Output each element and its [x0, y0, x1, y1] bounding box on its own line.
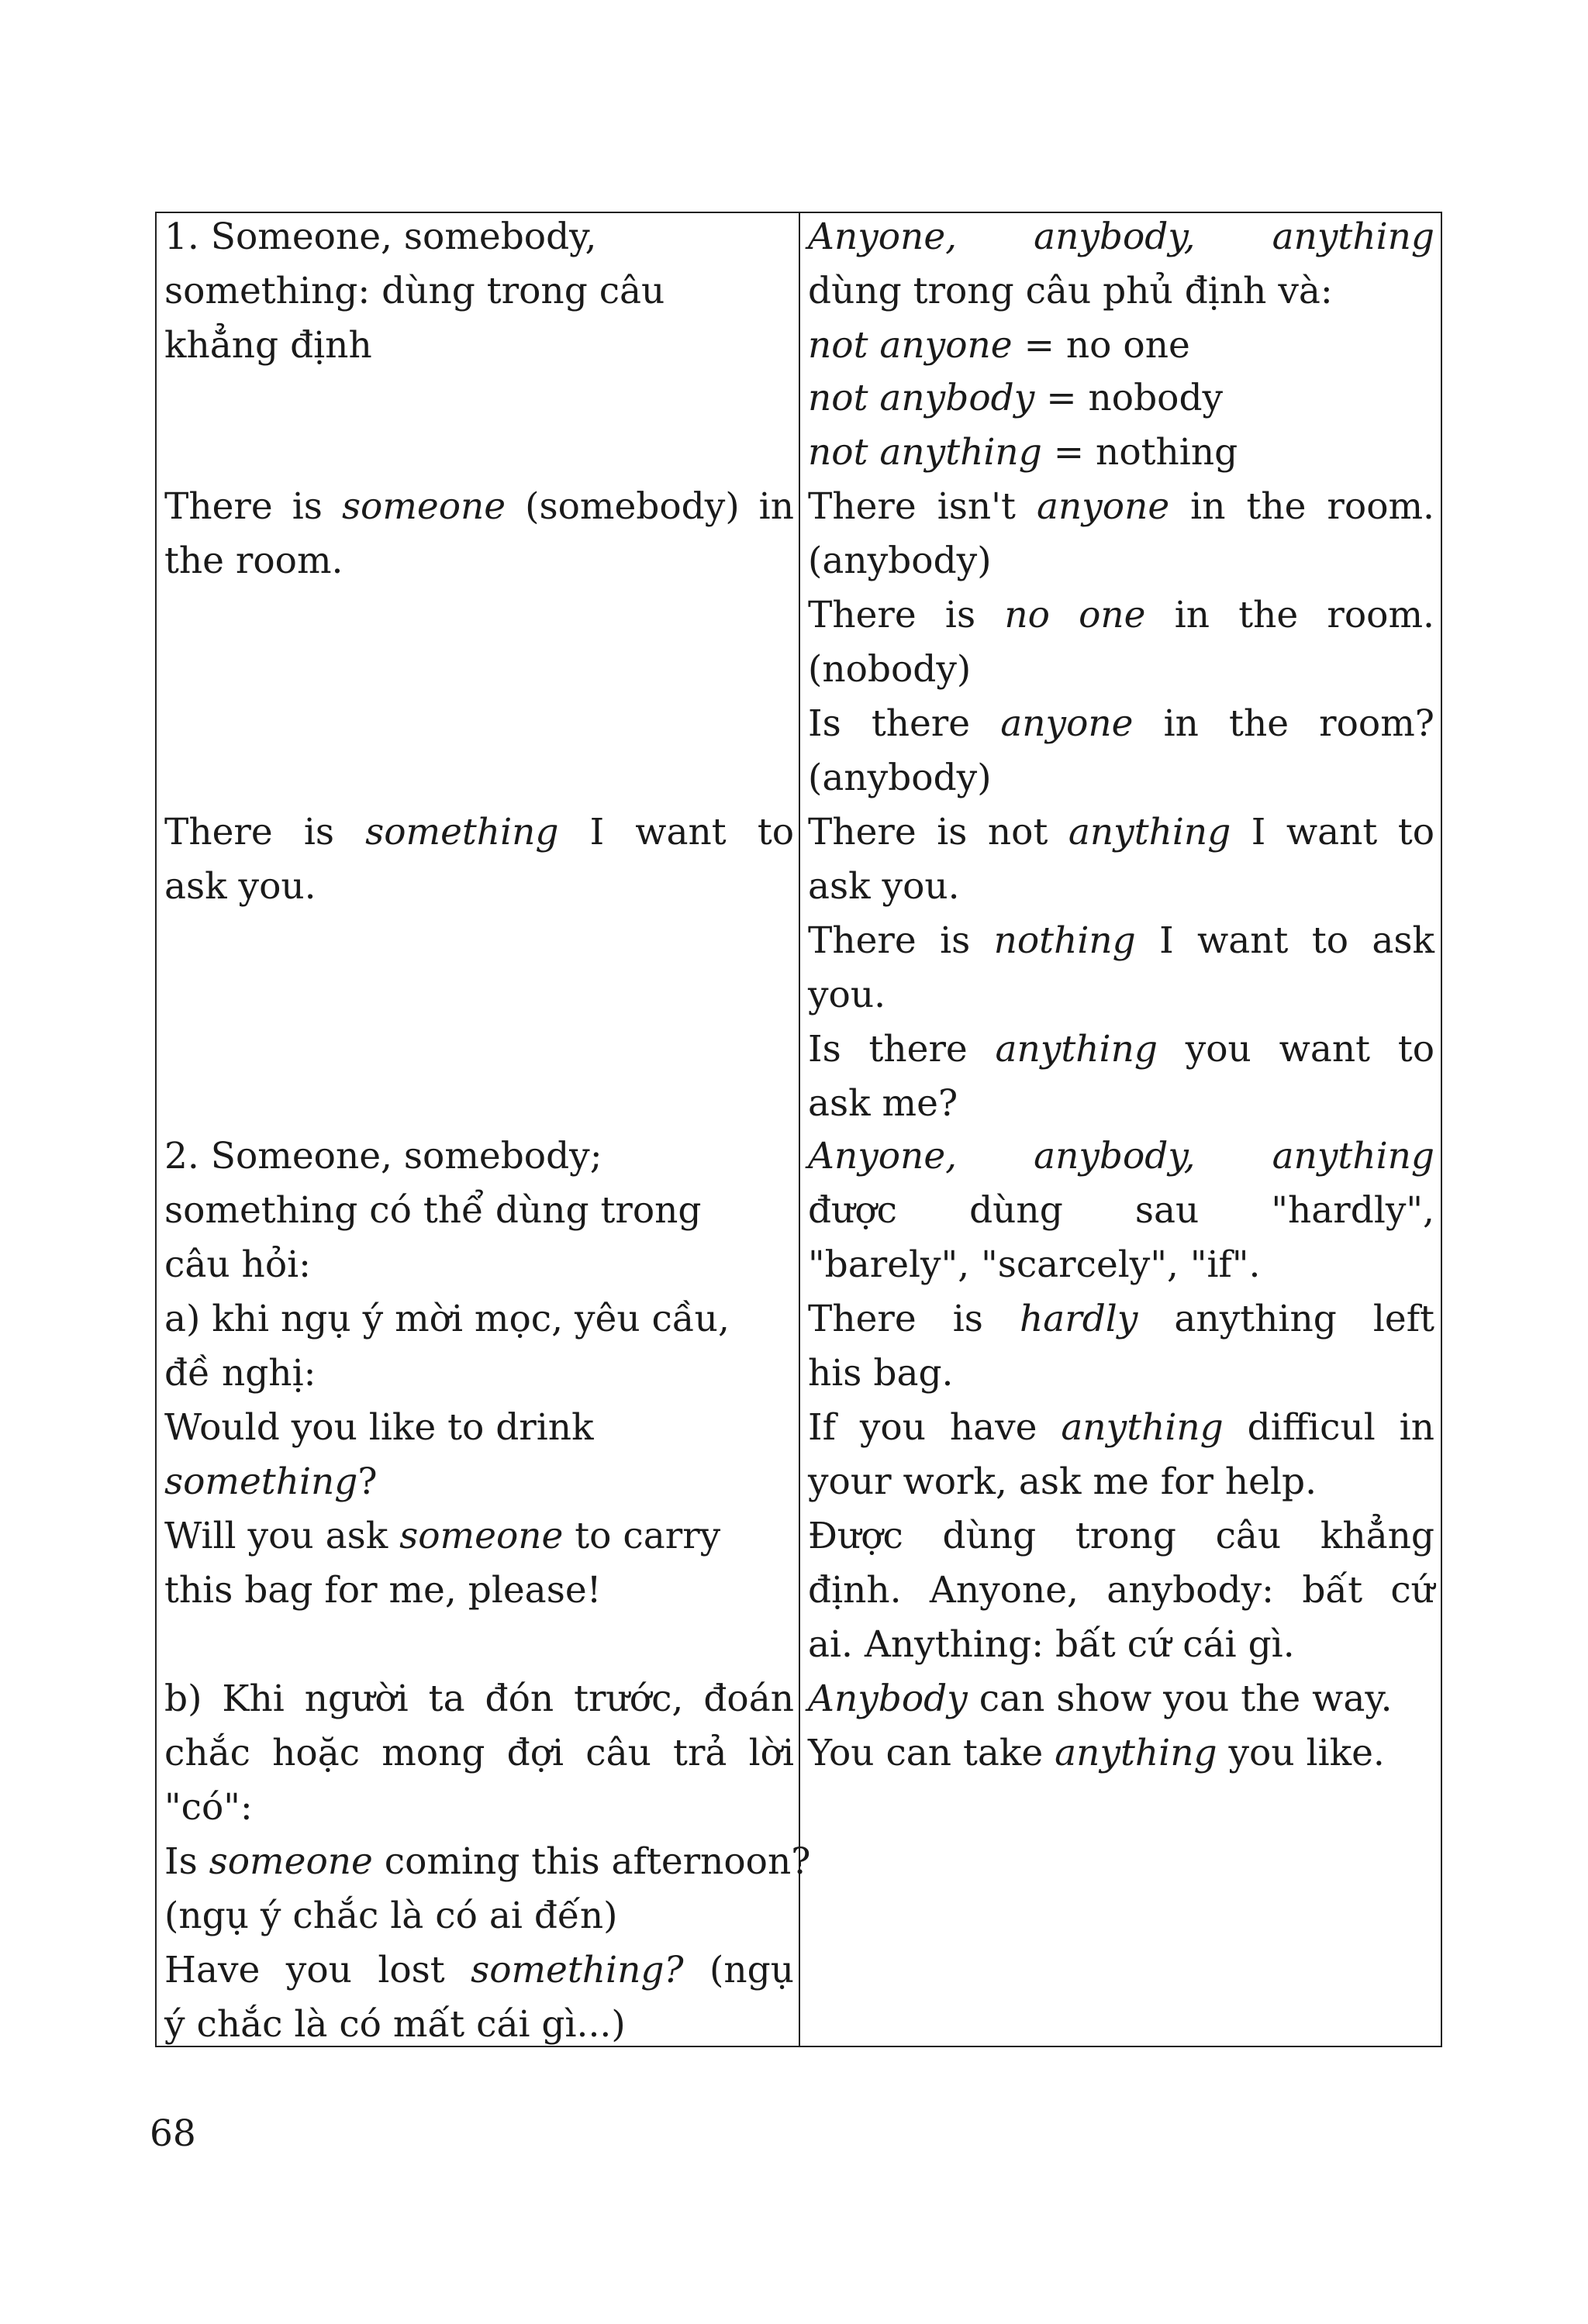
right-line: ask me?	[808, 1082, 958, 1125]
right-line: not anybody = nobody	[808, 377, 1224, 419]
right-line: not anyone = no one	[808, 324, 1190, 367]
right-line: (anybody)	[808, 540, 992, 582]
left-line: ask you.	[164, 865, 316, 908]
left-line: câu hỏi:	[164, 1243, 311, 1286]
left-line: this bag for me, please!	[164, 1569, 602, 1612]
left-line: There is something I want to	[164, 811, 794, 853]
right-line: Anyone, anybody, anything	[808, 1135, 1434, 1178]
right-line: Is there anything you want to	[808, 1028, 1435, 1071]
right-line: your work, ask me for help.	[808, 1460, 1317, 1503]
right-line: được dùng sau "hardly",	[808, 1189, 1434, 1232]
right-line: (anybody)	[808, 757, 992, 799]
left-line: something: dùng trong câu	[164, 270, 665, 312]
right-line: you.	[808, 974, 886, 1016]
left-line: the room.	[164, 540, 343, 582]
right-line: There is no one in the room.	[808, 594, 1434, 636]
right-line: There is nothing I want to ask	[808, 919, 1434, 962]
left-line: đề nghị:	[164, 1352, 316, 1395]
right-line: ask you.	[808, 865, 960, 908]
left-line: ý chắc là có mất cái gì...)	[164, 2003, 626, 2046]
right-line: Anyone, anybody, anything	[808, 216, 1434, 258]
right-line: "barely", "scarcely", "if".	[808, 1243, 1261, 1286]
left-line: a) khi ngụ ý mời mọc, yêu cầu,	[164, 1298, 730, 1340]
left-line: 1. Someone, somebody,	[164, 216, 597, 258]
left-line: Have you lost something? (ngụ	[164, 1949, 795, 1991]
right-line: định. Anyone, anybody: bất cứ	[808, 1569, 1434, 1612]
right-line: Được dùng trong câu khẳng	[808, 1515, 1434, 1557]
right-line: dùng trong câu phủ định và:	[808, 270, 1333, 312]
left-line: Is someone coming this afternoon?	[164, 1840, 811, 1883]
left-line: Would you like to drink	[164, 1406, 594, 1449]
left-line: khẳng định	[164, 324, 372, 367]
right-line: There is not anything I want to	[808, 811, 1435, 853]
column-divider	[799, 212, 800, 2047]
left-line: b) Khi người ta đón trước, đoán	[164, 1677, 794, 1720]
right-line: You can take anything you like.	[808, 1732, 1385, 1774]
right-line: (nobody)	[808, 648, 972, 691]
left-line: something?	[164, 1460, 378, 1503]
right-line: If you have anything difficul in	[808, 1406, 1434, 1449]
right-line: There isn't anyone in the room.	[808, 485, 1434, 528]
right-line: There is hardly anything left	[808, 1298, 1434, 1340]
right-line: Is there anyone in the room?	[808, 702, 1434, 745]
left-line: (ngụ ý chắc là có ai đến)	[164, 1895, 618, 1937]
left-line: 2. Someone, somebody;	[164, 1135, 602, 1178]
left-line: There is someone (somebody) in	[164, 485, 794, 528]
left-line: something có thể dùng trong	[164, 1189, 702, 1232]
left-line: chắc hoặc mong đợi câu trả lời	[164, 1732, 794, 1774]
right-line: his bag.	[808, 1352, 954, 1395]
left-line: "có":	[164, 1786, 253, 1829]
right-line: not anything = nothing	[808, 431, 1238, 474]
right-line: Anybody can show you the way.	[808, 1677, 1393, 1720]
right-line: ai. Anything: bất cứ cái gì.	[808, 1623, 1295, 1666]
left-line: Will you ask someone to carry	[164, 1515, 721, 1557]
page-number: 68	[150, 2112, 196, 2155]
